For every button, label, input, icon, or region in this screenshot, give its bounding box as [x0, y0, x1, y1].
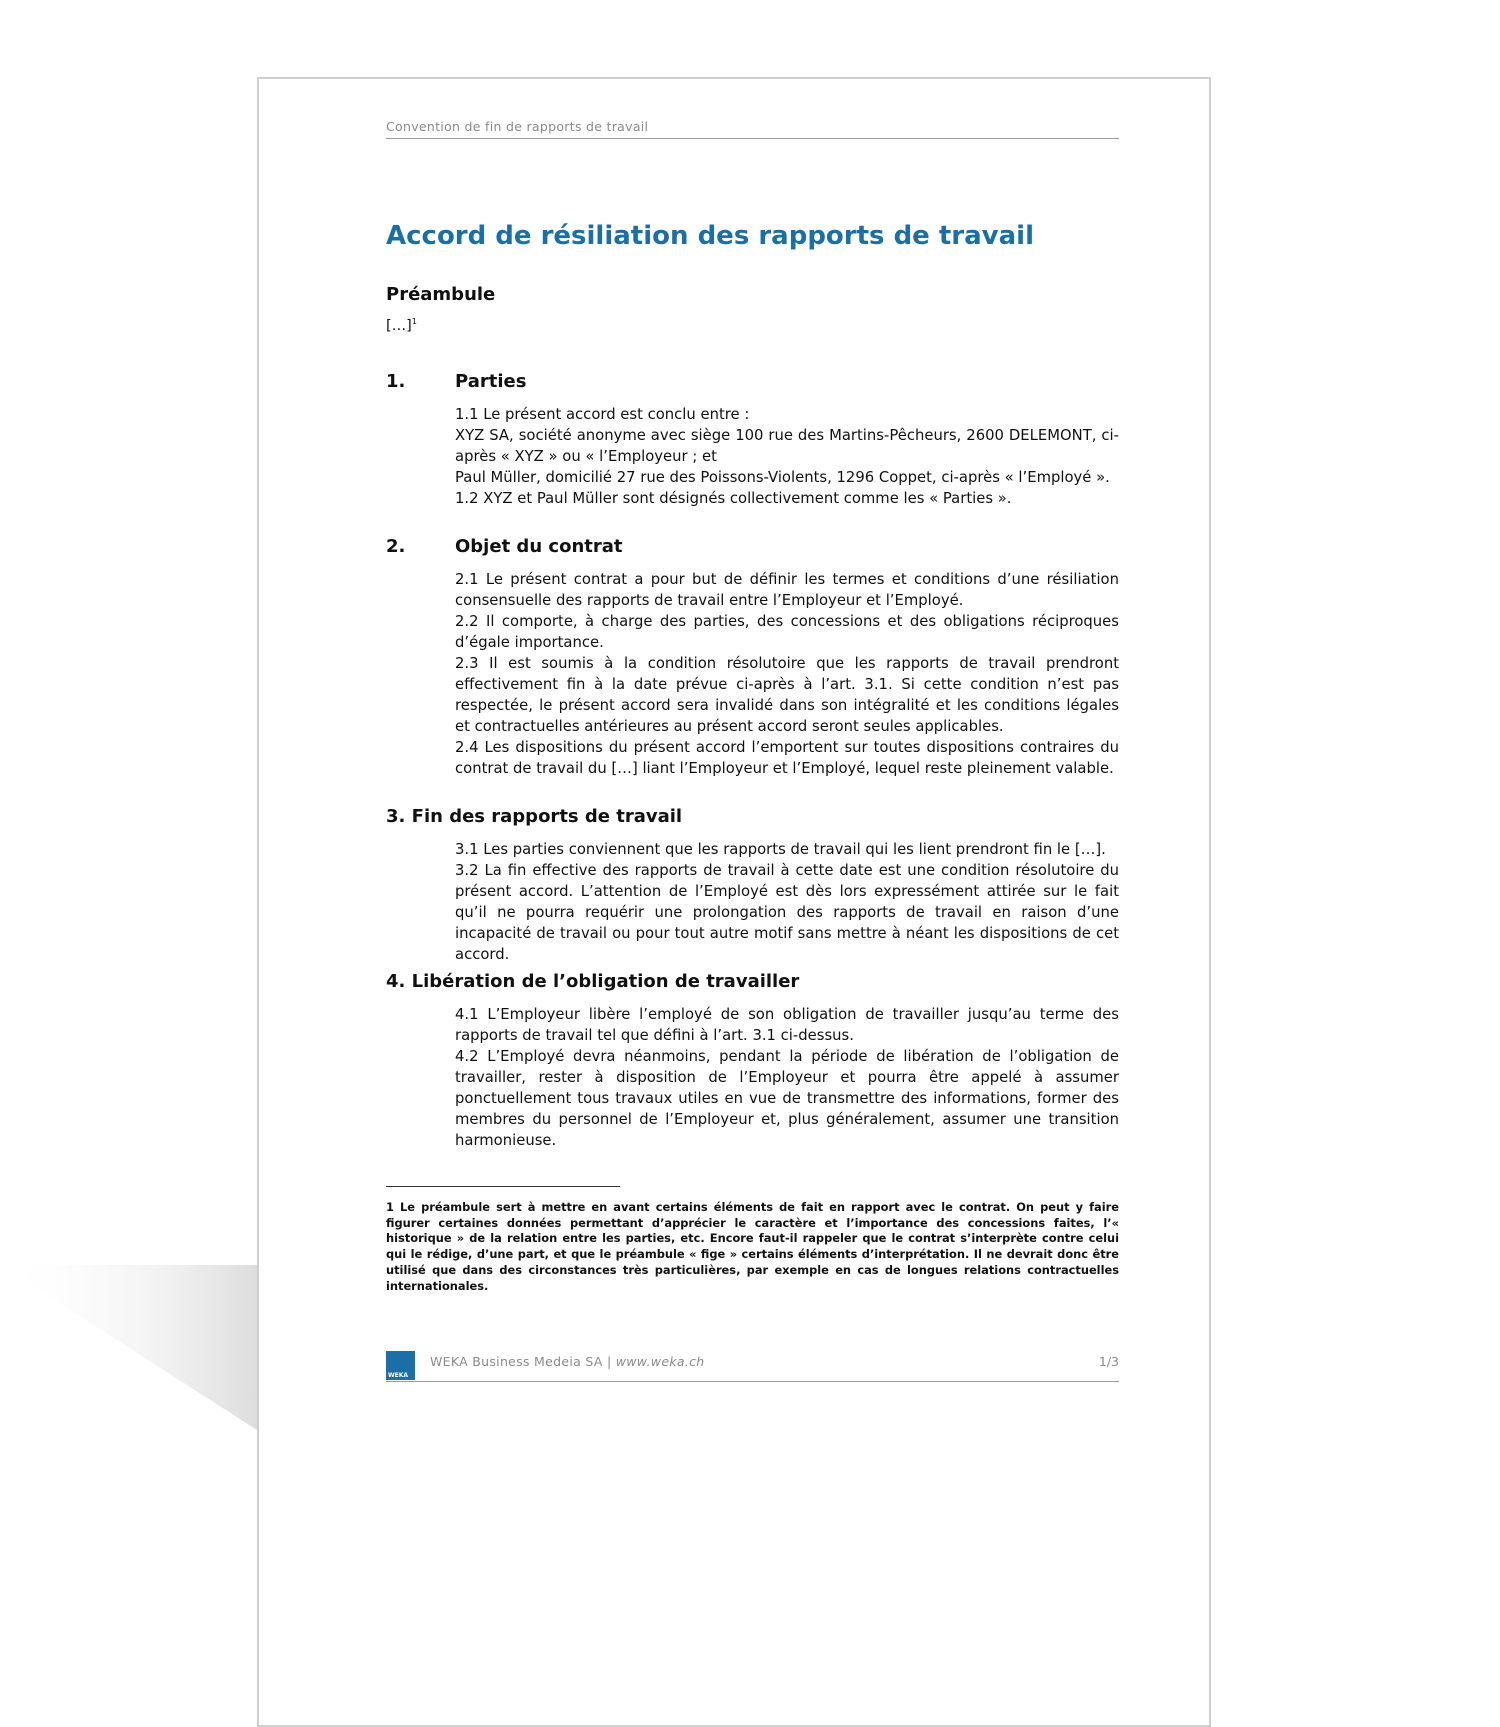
preamble-placeholder: […]: [386, 317, 412, 334]
paragraph: 2.1 Le présent contrat a pour but de définir les termes et conditions d’une résiliation consensuelle des rapports de travail entre l’Employeur et l’Employé.: [455, 571, 1119, 609]
footnote-number: 1: [386, 1200, 394, 1214]
paragraph: Paul Müller, domicilié 27 rue des Poissons-Violents, 1296 Coppet, ci-après « l’Employé ».: [455, 469, 1110, 486]
section-number: 3.: [386, 806, 406, 827]
footnote-text: Le préambule sert à mettre en avant certains éléments de fait en rapport avec le contrat. On peut y faire figurer certaines données permettant d’apprécier le caractère et l’importance des concessions faites, l’« historique » de la relation entre les parties, etc. Encore faut-il rappeler que le contrat s’interprète contre celui qui le rédige, d’une part, et que le préambule « fige » certains éléments d’interprétation. Il ne devrait donc être utilisé que dans des circonstances très particulières, par exemple en cas de longues relations contractuelles internationales.: [386, 1200, 1119, 1293]
section-3-heading: [386, 806, 1119, 827]
section-title: Fin des rapports de travail: [411, 806, 683, 827]
section-number: 4.: [386, 971, 406, 992]
section-title: Objet du contrat: [455, 536, 623, 557]
paragraph: 3.1 Les parties conviennent que les rapports de travail qui les lient prendront fin le […].: [455, 841, 1106, 858]
footer-separator: |: [606, 1354, 612, 1369]
footer-text: [430, 1354, 705, 1369]
section-1-body: [455, 404, 1119, 509]
section-4-heading: [386, 971, 1119, 992]
logo-text: WEKA: [388, 1372, 409, 1379]
paragraph: 1.2 XYZ et Paul Müller sont désignés collectivement comme les « Parties ».: [455, 490, 1012, 507]
section-3-body: [455, 839, 1119, 965]
page-number: 1/3: [1098, 1354, 1119, 1369]
paragraph: 4.2 L’Employé devra néanmoins, pendant la période de libération de l’obligation de travailler, rester à disposition de l’Employeur et pourra être appelé à assumer ponctuellement tous travaux utiles en vue de transmettre des informations, former des membres du personnel de l’Employeur et, plus généralement, assumer une transition harmonieuse.: [455, 1048, 1119, 1149]
footnote-reference[interactable]: 1: [411, 317, 417, 326]
document-page: [257, 77, 1211, 1727]
section-2-body: [455, 569, 1119, 779]
paragraph: 2.3 Il est soumis à la condition résolutoire que les rapports de travail prendront effectivement fin à la date prévue ci-après à l’art. 3.1. Si cette condition n’est pas respectée, le présent accord sera invalidé dans son intégralité et les conditions légales et contractuelles antérieures au présent accord seront seules applicables.: [455, 655, 1119, 735]
paragraph: 1.1 Le présent accord est conclu entre :: [455, 406, 750, 423]
paragraph: 2.2 Il comporte, à charge des parties, des concessions et des obligations réciproques d’égale importance.: [455, 613, 1119, 651]
section-number: 2.: [386, 536, 406, 557]
weka-logo: [386, 1351, 415, 1380]
page-footer: [386, 1351, 1119, 1382]
running-header: Convention de fin de rapports de travail: [386, 119, 1119, 139]
section-number: 1.: [386, 371, 406, 392]
section-title: Libération de l’obligation de travailler: [411, 971, 800, 992]
footnote: [386, 1200, 1119, 1294]
section-1-heading: [386, 371, 1119, 392]
company-name: WEKA Business Medeia SA: [430, 1354, 603, 1369]
paragraph: 3.2 La fin effective des rapports de travail à cette date est une condition résolutoire du présent accord. L’attention de l’Employé est dès lors expressément attirée sur le fait qu’il ne pourra requérir une prolongation des rapports de travail en raison d’une incapacité de travail ou pour tout autre motif sans mettre à néant les dispositions de cet accord.: [455, 862, 1119, 963]
document-title: Accord de résiliation des rapports de travail: [386, 221, 1034, 251]
section-title: Parties: [455, 371, 527, 392]
section-2-heading: [386, 536, 1119, 557]
paragraph: 4.1 L’Employeur libère l’employé de son obligation de travailler jusqu’au terme des rapports de travail tel que défini à l’art. 3.1 ci-dessus.: [455, 1006, 1119, 1044]
preamble-heading: Préambule: [386, 284, 496, 305]
website-link[interactable]: www.weka.ch: [615, 1354, 705, 1369]
section-4-body: [455, 1004, 1119, 1151]
footnote-separator: [386, 1186, 620, 1187]
paragraph: 2.4 Les dispositions du présent accord l’emportent sur toutes dispositions contraires du contrat de travail du […] liant l’Employeur et l’Employé, lequel reste pleinement valable.: [455, 739, 1119, 777]
paragraph: XYZ SA, société anonyme avec siège 100 rue des Martins-Pêcheurs, 2600 DELEMONT, ci-après « XYZ » ou « l’Employeur ; et: [455, 427, 1119, 465]
preamble-text: [386, 317, 1119, 334]
